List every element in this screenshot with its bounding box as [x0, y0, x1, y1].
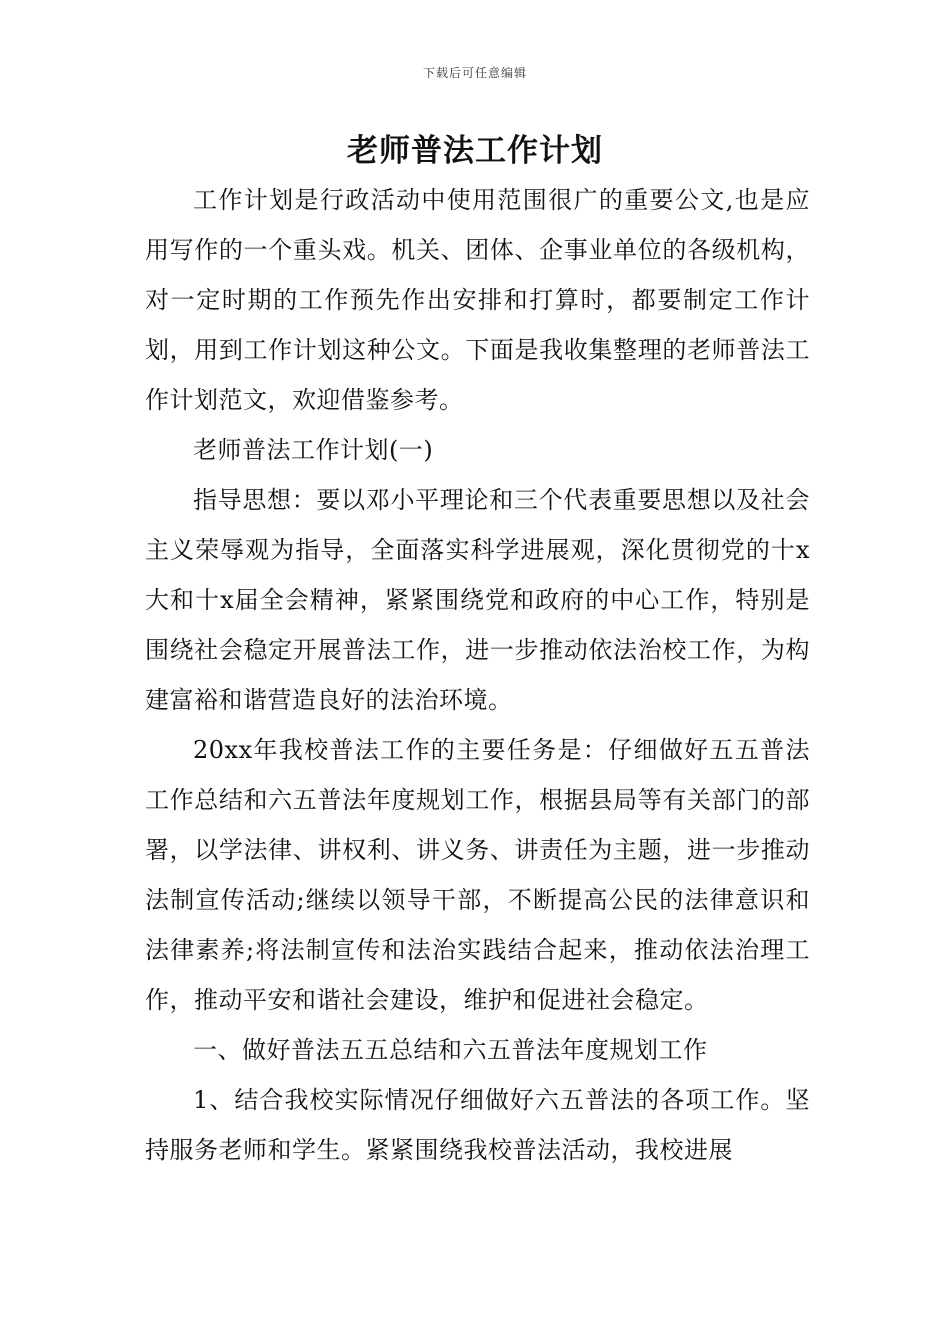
section-heading-one: 一、做好普法五五总结和六五普法年度规划工作 [193, 1036, 708, 1064]
header-note: 下载后可任意编辑 [422, 66, 527, 80]
paragraph-main-tasks: 20xx年我校普法工作的主要任务是：仔细做好五五普法工作总结和六五普法年度规划工作，根据县局等有关部门的部署，以学法律、讲权利、讲义务、讲责任为主题，进一步推动法制宣传活动;继续以领导干部，不断提高公民的法律意识和法律素养;将法制宣传和法治实践结合起来，推动依法治理工作，推动平安和谐社会建设，维护和促进社会稳定。 [145, 736, 810, 1014]
document-title: 老师普法工作计划 [347, 133, 603, 169]
document-body [145, 175, 810, 1175]
paragraph-intro: 工作计划是行政活动中使用范围很广的重要公文,也是应用写作的一个重头戏。机关、团体、企事业单位的各级机构，对一定时期的工作预先作出安排和打算时，都要制定工作计划，用到工作计划这种公文。下面是我收集整理的老师普法工作计划范文，欢迎借鉴参考。 [145, 186, 810, 414]
paragraph-item-one: 1、结合我校实际情况仔细做好六五普法的各项工作。坚持服务老师和学生。紧紧围绕我校普法活动，我校进展 [145, 1086, 810, 1164]
paragraph-guiding-ideology: 指导思想：要以邓小平理论和三个代表重要思想以及社会主义荣辱观为指导，全面落实科学进展观，深化贯彻党的十x大和十x届全会精神，紧紧围绕党和政府的中心工作，特别是围绕社会稳定开展普法工作，进一步推动依法治校工作，为构建富裕和谐营造良好的法治环境。 [145, 486, 810, 714]
section-heading-plan-one: 老师普法工作计划(一) [193, 436, 434, 464]
